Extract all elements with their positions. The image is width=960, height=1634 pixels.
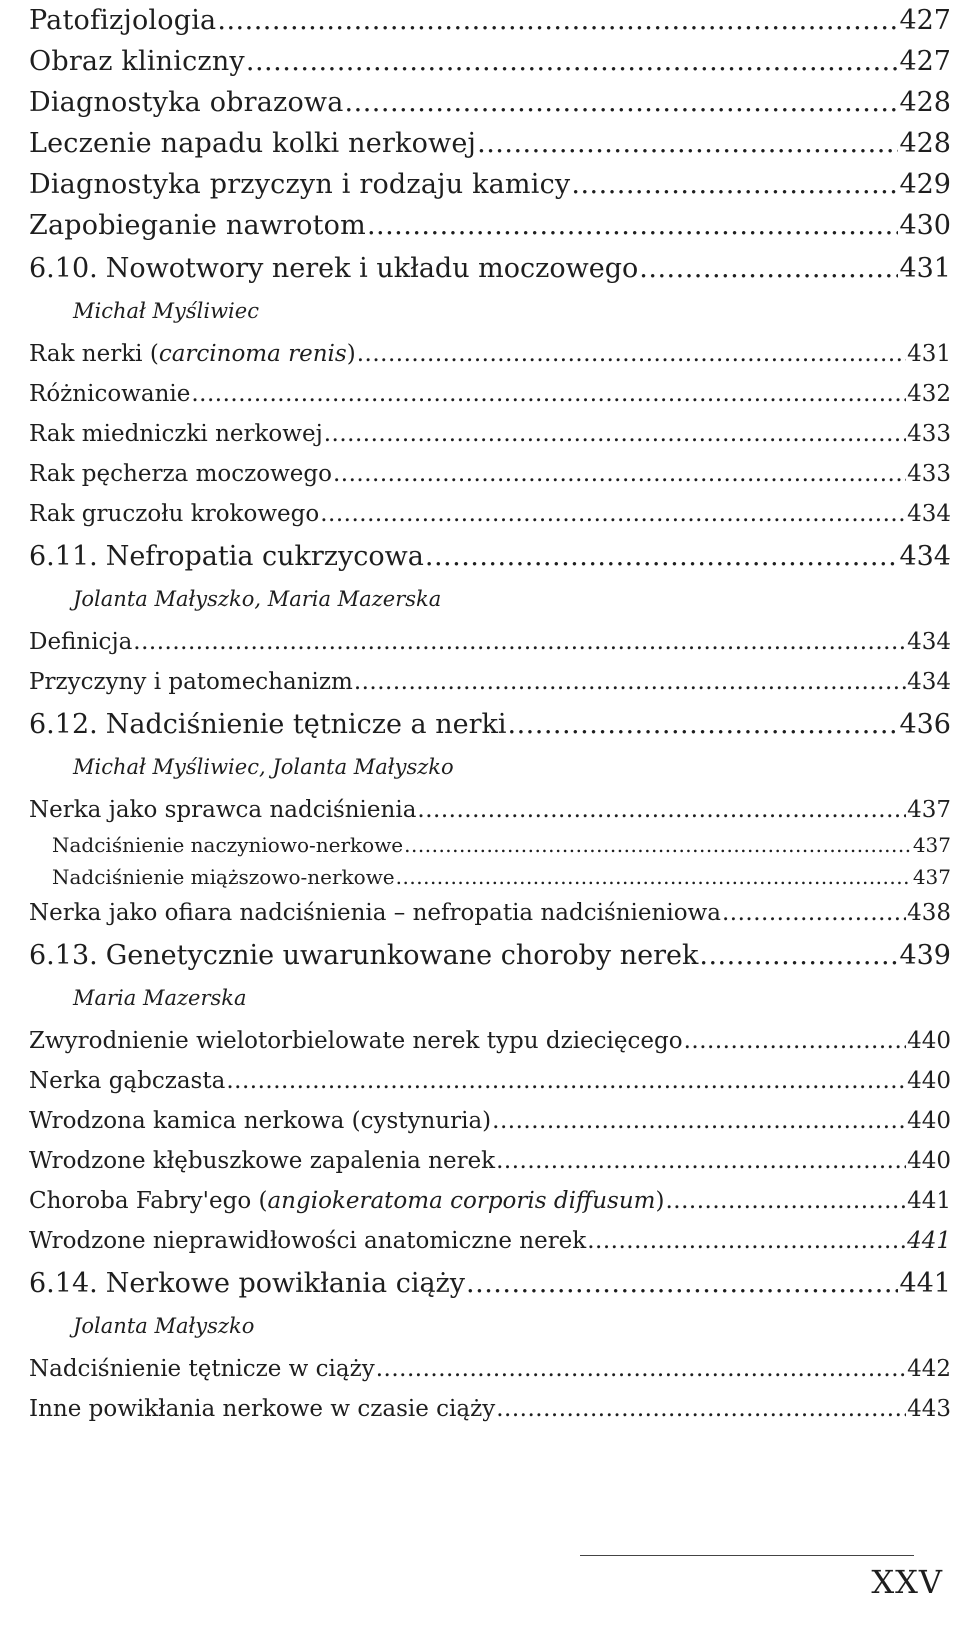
entry-title-text: Nerka jako sprawca nadciśnienia bbox=[29, 797, 417, 823]
table-of-contents bbox=[29, 0, 951, 1429]
entry-page: 428 bbox=[899, 87, 951, 118]
entry-title bbox=[52, 830, 403, 862]
entry-page: 440 bbox=[907, 1028, 951, 1054]
section-title-text: Nowotwory nerek i układu moczowego bbox=[105, 253, 639, 284]
toc-entry bbox=[29, 1181, 951, 1221]
entry-page: 438 bbox=[907, 900, 951, 926]
entry-title bbox=[29, 1389, 495, 1429]
entry-title bbox=[29, 82, 344, 123]
toc-entry bbox=[29, 1221, 951, 1261]
toc-entry bbox=[29, 790, 951, 830]
entry-title-text: Rak pęcherza moczowego bbox=[29, 461, 332, 487]
entry-title-text: Rak nerki ( bbox=[29, 341, 159, 367]
section-number: 6.11. bbox=[29, 541, 98, 572]
entry-title-text: Nadciśnienie naczyniowo-nerkowe bbox=[52, 833, 404, 857]
entry-page: 437 bbox=[912, 864, 951, 889]
section-title bbox=[29, 1261, 465, 1307]
entry-title bbox=[29, 1141, 495, 1181]
entry-page: 437 bbox=[912, 833, 951, 857]
toc-entry bbox=[29, 494, 951, 534]
entry-title-text: Diagnostyka przyczyn i rodzaju kamicy bbox=[29, 169, 571, 200]
entry-title bbox=[29, 334, 356, 374]
entry-title bbox=[29, 374, 190, 414]
dot-leader bbox=[324, 414, 906, 454]
entry-page: 440 bbox=[907, 1108, 951, 1134]
entry-title bbox=[29, 1349, 375, 1389]
entry-title-text: Definicja bbox=[29, 629, 133, 655]
dot-leader bbox=[320, 494, 906, 534]
section-number: 6.10. bbox=[29, 253, 98, 284]
entry-title-text: Rak miedniczki nerkowej bbox=[29, 421, 323, 447]
entry-page: 441 bbox=[907, 1228, 951, 1254]
dot-leader bbox=[345, 82, 899, 123]
entry-page: 431 bbox=[907, 341, 951, 367]
toc-entry bbox=[29, 1061, 951, 1101]
dot-leader bbox=[492, 1101, 906, 1141]
dot-leader bbox=[699, 933, 898, 979]
entry-page: 442 bbox=[907, 1356, 951, 1382]
toc-entry bbox=[29, 414, 951, 454]
entry-page: 427 bbox=[899, 5, 951, 36]
section-title bbox=[29, 534, 424, 580]
dot-leader bbox=[357, 334, 906, 374]
dot-leader bbox=[665, 1181, 906, 1221]
section-page: 434 bbox=[899, 541, 951, 572]
entry-title bbox=[29, 123, 476, 164]
entry-title bbox=[29, 790, 416, 830]
entry-title-italic: carcinoma renis bbox=[158, 341, 347, 367]
section-heading bbox=[29, 1261, 951, 1307]
dot-leader bbox=[496, 1141, 906, 1181]
toc-entry bbox=[29, 1389, 951, 1429]
section-heading bbox=[29, 702, 951, 748]
toc-entry bbox=[29, 1021, 951, 1061]
dot-leader bbox=[477, 123, 898, 164]
dot-leader bbox=[367, 205, 899, 246]
entry-title-text: Różnicowanie bbox=[29, 381, 191, 407]
toc-entry bbox=[29, 1141, 951, 1181]
section-page: 439 bbox=[899, 940, 951, 971]
entry-title-text: Leczenie napadu kolki nerkowej bbox=[29, 128, 477, 159]
entry-page: 440 bbox=[907, 1068, 951, 1094]
section-title-text: Genetycznie uwarunkowane choroby nerek bbox=[105, 940, 699, 971]
entry-title-text: Diagnostyka obrazowa bbox=[29, 87, 344, 118]
entry-page: 433 bbox=[907, 421, 951, 447]
section-number: 6.14. bbox=[29, 1268, 98, 1299]
entry-title-text: Rak gruczołu krokowego bbox=[29, 501, 320, 527]
section-title bbox=[29, 933, 698, 979]
toc-entry bbox=[29, 334, 951, 374]
section-authors: Michał Myśliwiec, Jolanta Małyszko bbox=[73, 755, 454, 779]
toc-subentry bbox=[29, 830, 951, 862]
entry-title-italic: angiokeratoma corporis diffusum bbox=[267, 1188, 656, 1214]
entry-page: 430 bbox=[899, 210, 951, 241]
entry-title-text: Przyczyny i patomechanizm bbox=[29, 669, 353, 695]
section-title-text: Nefropatia cukrzycowa bbox=[105, 541, 424, 572]
toc-entry bbox=[29, 374, 951, 414]
entry-title-text: Zapobieganie nawrotom bbox=[29, 210, 366, 241]
section-heading bbox=[29, 534, 951, 580]
entry-page: 433 bbox=[907, 461, 951, 487]
entry-title bbox=[29, 1101, 491, 1141]
section-title-text: Nerkowe powikłania ciąży bbox=[105, 1268, 466, 1299]
entry-title-text: Wrodzone nieprawidłowości anatomiczne nerek bbox=[29, 1228, 587, 1254]
section-authors: Jolanta Małyszko bbox=[73, 1314, 255, 1338]
entry-title-text: Nerka jako ofiara nadciśnienia – nefropatia nadciśnieniowa bbox=[29, 900, 721, 926]
entry-page: 428 bbox=[899, 128, 951, 159]
dot-leader bbox=[226, 1061, 906, 1101]
dot-leader bbox=[246, 41, 899, 82]
toc-entry bbox=[29, 164, 951, 205]
toc-entry bbox=[29, 622, 951, 662]
entry-title-text: Wrodzone kłębuszkowe zapalenia nerek bbox=[29, 1148, 496, 1174]
section-title bbox=[29, 702, 506, 748]
toc-entry bbox=[29, 205, 951, 246]
entry-title-text: ) bbox=[346, 341, 356, 367]
entry-title bbox=[29, 662, 353, 702]
entry-title-text: Zwyrodnienie wielotorbielowate nerek typu dziecięcego bbox=[29, 1028, 683, 1054]
entry-title-text: Nerka gąbczasta bbox=[29, 1068, 226, 1094]
entry-page: 434 bbox=[907, 629, 951, 655]
section-authors: Jolanta Małyszko, Maria Mazerska bbox=[73, 587, 442, 611]
dot-leader bbox=[507, 702, 898, 748]
dot-leader bbox=[191, 374, 906, 414]
entry-title bbox=[29, 622, 132, 662]
entry-title bbox=[29, 414, 323, 454]
entry-title bbox=[29, 205, 366, 246]
toc-entry bbox=[29, 454, 951, 494]
toc-entry bbox=[29, 41, 951, 82]
toc-entry bbox=[29, 893, 951, 933]
entry-page: 427 bbox=[899, 46, 951, 77]
entry-title-text: Nadciśnienie tętnicze w ciąży bbox=[29, 1356, 375, 1382]
entry-title-text: Choroba Fabry'ego ( bbox=[29, 1188, 268, 1214]
entry-title-text: Nadciśnienie miąższowo-nerkowe bbox=[52, 864, 395, 889]
dot-leader bbox=[496, 1389, 906, 1429]
toc-subentry bbox=[29, 862, 951, 894]
dot-leader bbox=[333, 454, 906, 494]
dot-leader bbox=[404, 830, 912, 862]
section-title-text: Nadciśnienie tętnicze a nerki bbox=[105, 709, 507, 740]
entry-page: 443 bbox=[907, 1396, 951, 1422]
dot-leader bbox=[466, 1261, 898, 1307]
dot-leader bbox=[425, 534, 899, 580]
entry-title-text: ) bbox=[655, 1188, 665, 1214]
section-page: 441 bbox=[899, 1268, 951, 1299]
dot-leader bbox=[354, 662, 906, 702]
entry-title bbox=[52, 862, 395, 894]
dot-leader bbox=[376, 1349, 906, 1389]
toc-entry bbox=[29, 1101, 951, 1141]
section-authors: Michał Myśliwiec bbox=[73, 299, 259, 323]
toc-entry bbox=[29, 1349, 951, 1389]
dot-leader bbox=[571, 164, 898, 205]
dot-leader bbox=[587, 1221, 906, 1261]
entry-title-text: Wrodzona kamica nerkowa (cystynuria) bbox=[29, 1108, 492, 1134]
entry-title-text: Obraz kliniczny bbox=[29, 46, 245, 77]
section-page: 436 bbox=[899, 709, 951, 740]
dot-leader bbox=[133, 622, 906, 662]
dot-leader bbox=[217, 0, 898, 41]
entry-title bbox=[29, 454, 332, 494]
toc-entry bbox=[29, 82, 951, 123]
toc-entry bbox=[29, 0, 951, 41]
dot-leader bbox=[417, 790, 906, 830]
section-heading bbox=[29, 933, 951, 979]
dot-leader bbox=[639, 246, 898, 292]
entry-title bbox=[29, 1021, 683, 1061]
section-heading bbox=[29, 246, 951, 292]
dot-leader bbox=[684, 1021, 907, 1061]
entry-title bbox=[29, 494, 319, 534]
entry-title bbox=[29, 0, 216, 41]
section-authors: Maria Mazerska bbox=[73, 986, 247, 1010]
entry-page: 434 bbox=[907, 501, 951, 527]
entry-page: 429 bbox=[899, 169, 951, 200]
entry-title bbox=[29, 41, 245, 82]
entry-title bbox=[29, 1181, 664, 1221]
entry-page: 434 bbox=[907, 669, 951, 695]
page-number: XXV bbox=[871, 1563, 943, 1601]
dot-leader bbox=[396, 862, 912, 894]
toc-entry bbox=[29, 662, 951, 702]
dot-leader bbox=[722, 893, 906, 933]
entry-title-text: Inne powikłania nerkowe w czasie ciąży bbox=[29, 1396, 496, 1422]
section-title bbox=[29, 246, 638, 292]
entry-page: 437 bbox=[907, 797, 951, 823]
footer-rule bbox=[580, 1555, 914, 1556]
entry-title bbox=[29, 1061, 225, 1101]
entry-title bbox=[29, 893, 721, 933]
section-number: 6.13. bbox=[29, 940, 98, 971]
entry-title bbox=[29, 164, 570, 205]
section-number: 6.12. bbox=[29, 709, 98, 740]
toc-entry bbox=[29, 123, 951, 164]
section-page: 431 bbox=[899, 253, 951, 284]
entry-page: 440 bbox=[907, 1148, 951, 1174]
entry-title bbox=[29, 1221, 586, 1261]
entry-page: 432 bbox=[907, 381, 951, 407]
entry-page: 441 bbox=[907, 1188, 951, 1214]
entry-title-text: Patofizjologia bbox=[29, 5, 217, 36]
